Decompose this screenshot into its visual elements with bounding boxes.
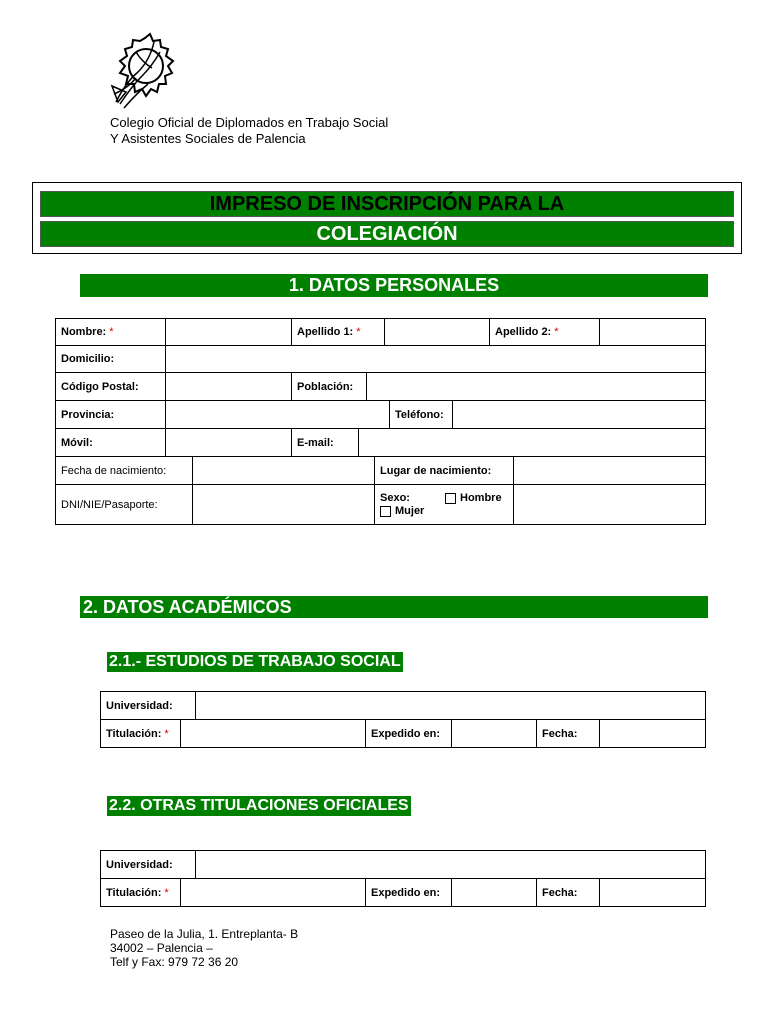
lugar-nacimiento-label: Lugar de nacimiento:: [374, 456, 514, 485]
titulacion-label-2: Titulación: *: [100, 878, 181, 907]
expedido-label-1: Expedido en:: [365, 719, 452, 748]
titulacion-field-1[interactable]: [180, 719, 366, 748]
email-field[interactable]: [358, 428, 706, 457]
universidad-field-1[interactable]: [195, 691, 706, 720]
subsection-otras-titulaciones-title: 2.2. OTRAS TITULACIONES OFICIALES: [109, 797, 409, 814]
dni-field[interactable]: [192, 484, 375, 525]
nombre-field[interactable]: [165, 318, 292, 346]
fecha-label-1: Fecha:: [536, 719, 600, 748]
universidad-label-1: Universidad:: [100, 691, 196, 720]
hombre-label: Hombre: [460, 492, 502, 504]
footer-address: [110, 927, 298, 969]
required-mark: *: [554, 326, 559, 338]
mujer-option[interactable]: [380, 505, 513, 518]
organization-line-1: Colegio Oficial de Diplomados en Trabajo Social: [110, 115, 389, 130]
form-title-line-1: IMPRESO DE INSCRIPCIÓN PARA LA: [40, 191, 734, 217]
expedido-label-2: Expedido en:: [365, 878, 452, 907]
apellido2-field[interactable]: [599, 318, 706, 346]
apellido2-label: Apellido 2: *: [489, 318, 600, 346]
universidad-label-2: Universidad:: [100, 850, 196, 879]
dni-label: DNI/NIE/Pasaporte:: [55, 484, 193, 525]
nombre-label: Nombre: *: [55, 318, 166, 346]
required-mark: *: [109, 326, 114, 338]
email-label: E-mail:: [291, 428, 359, 457]
mujer-checkbox[interactable]: [380, 506, 391, 517]
hombre-option[interactable]: [445, 492, 502, 505]
provincia-field[interactable]: [165, 400, 390, 429]
provincia-label: Provincia:: [55, 400, 166, 429]
organization-name: [110, 115, 388, 147]
form-title-box: [32, 182, 742, 254]
apellido1-field[interactable]: [384, 318, 490, 346]
subsection-trabajo-social-title: 2.1.- ESTUDIOS DE TRABAJO SOCIAL: [109, 653, 401, 670]
footer-line-3: Telf y Fax: 979 72 36 20: [110, 955, 239, 969]
fecha-field-1[interactable]: [599, 719, 706, 748]
hombre-checkbox[interactable]: [445, 493, 456, 504]
apellido1-label: Apellido 1: *: [291, 318, 385, 346]
telefono-label: Teléfono:: [389, 400, 453, 429]
college-logo: [106, 32, 184, 112]
telefono-field[interactable]: [452, 400, 706, 429]
fecha-nacimiento-field[interactable]: [192, 456, 375, 485]
form-title-line-2: COLEGIACIÓN: [40, 221, 734, 247]
required-mark: *: [164, 727, 169, 740]
section-personal-data-title: 1. DATOS PERSONALES: [80, 274, 708, 297]
domicilio-label: Domicilio:: [55, 345, 166, 373]
required-mark: *: [164, 886, 169, 899]
movil-label: Móvil:: [55, 428, 166, 457]
domicilio-field[interactable]: [165, 345, 706, 373]
mujer-label: Mujer: [395, 505, 425, 517]
footer-line-1: Paseo de la Julia, 1. Entreplanta- B: [110, 927, 299, 941]
fecha-label-2: Fecha:: [536, 878, 600, 907]
organization-line-2: Y Asistentes Sociales de Palencia: [110, 131, 306, 146]
footer-line-2: 34002 – Palencia –: [110, 941, 213, 955]
poblacion-field[interactable]: [366, 372, 706, 401]
sexo-cell: [374, 484, 514, 525]
section-academic-data-title: 2. DATOS ACADÉMICOS: [80, 596, 708, 618]
universidad-field-2[interactable]: [195, 850, 706, 879]
movil-field[interactable]: [165, 428, 292, 457]
sexo-label: Sexo:: [380, 492, 410, 504]
required-mark: *: [356, 326, 361, 338]
expedido-field-1[interactable]: [451, 719, 537, 748]
titulacion-field-2[interactable]: [180, 878, 366, 907]
expedido-field-2[interactable]: [451, 878, 537, 907]
sexo-field: [513, 484, 706, 525]
titulacion-label-1: Titulación: *: [100, 719, 181, 748]
codigo-postal-field[interactable]: [165, 372, 292, 401]
codigo-postal-label: Código Postal:: [55, 372, 166, 401]
lugar-nacimiento-field[interactable]: [513, 456, 706, 485]
fecha-nacimiento-label: Fecha de nacimiento:: [55, 456, 193, 485]
poblacion-label: Población:: [291, 372, 367, 401]
fecha-field-2[interactable]: [599, 878, 706, 907]
